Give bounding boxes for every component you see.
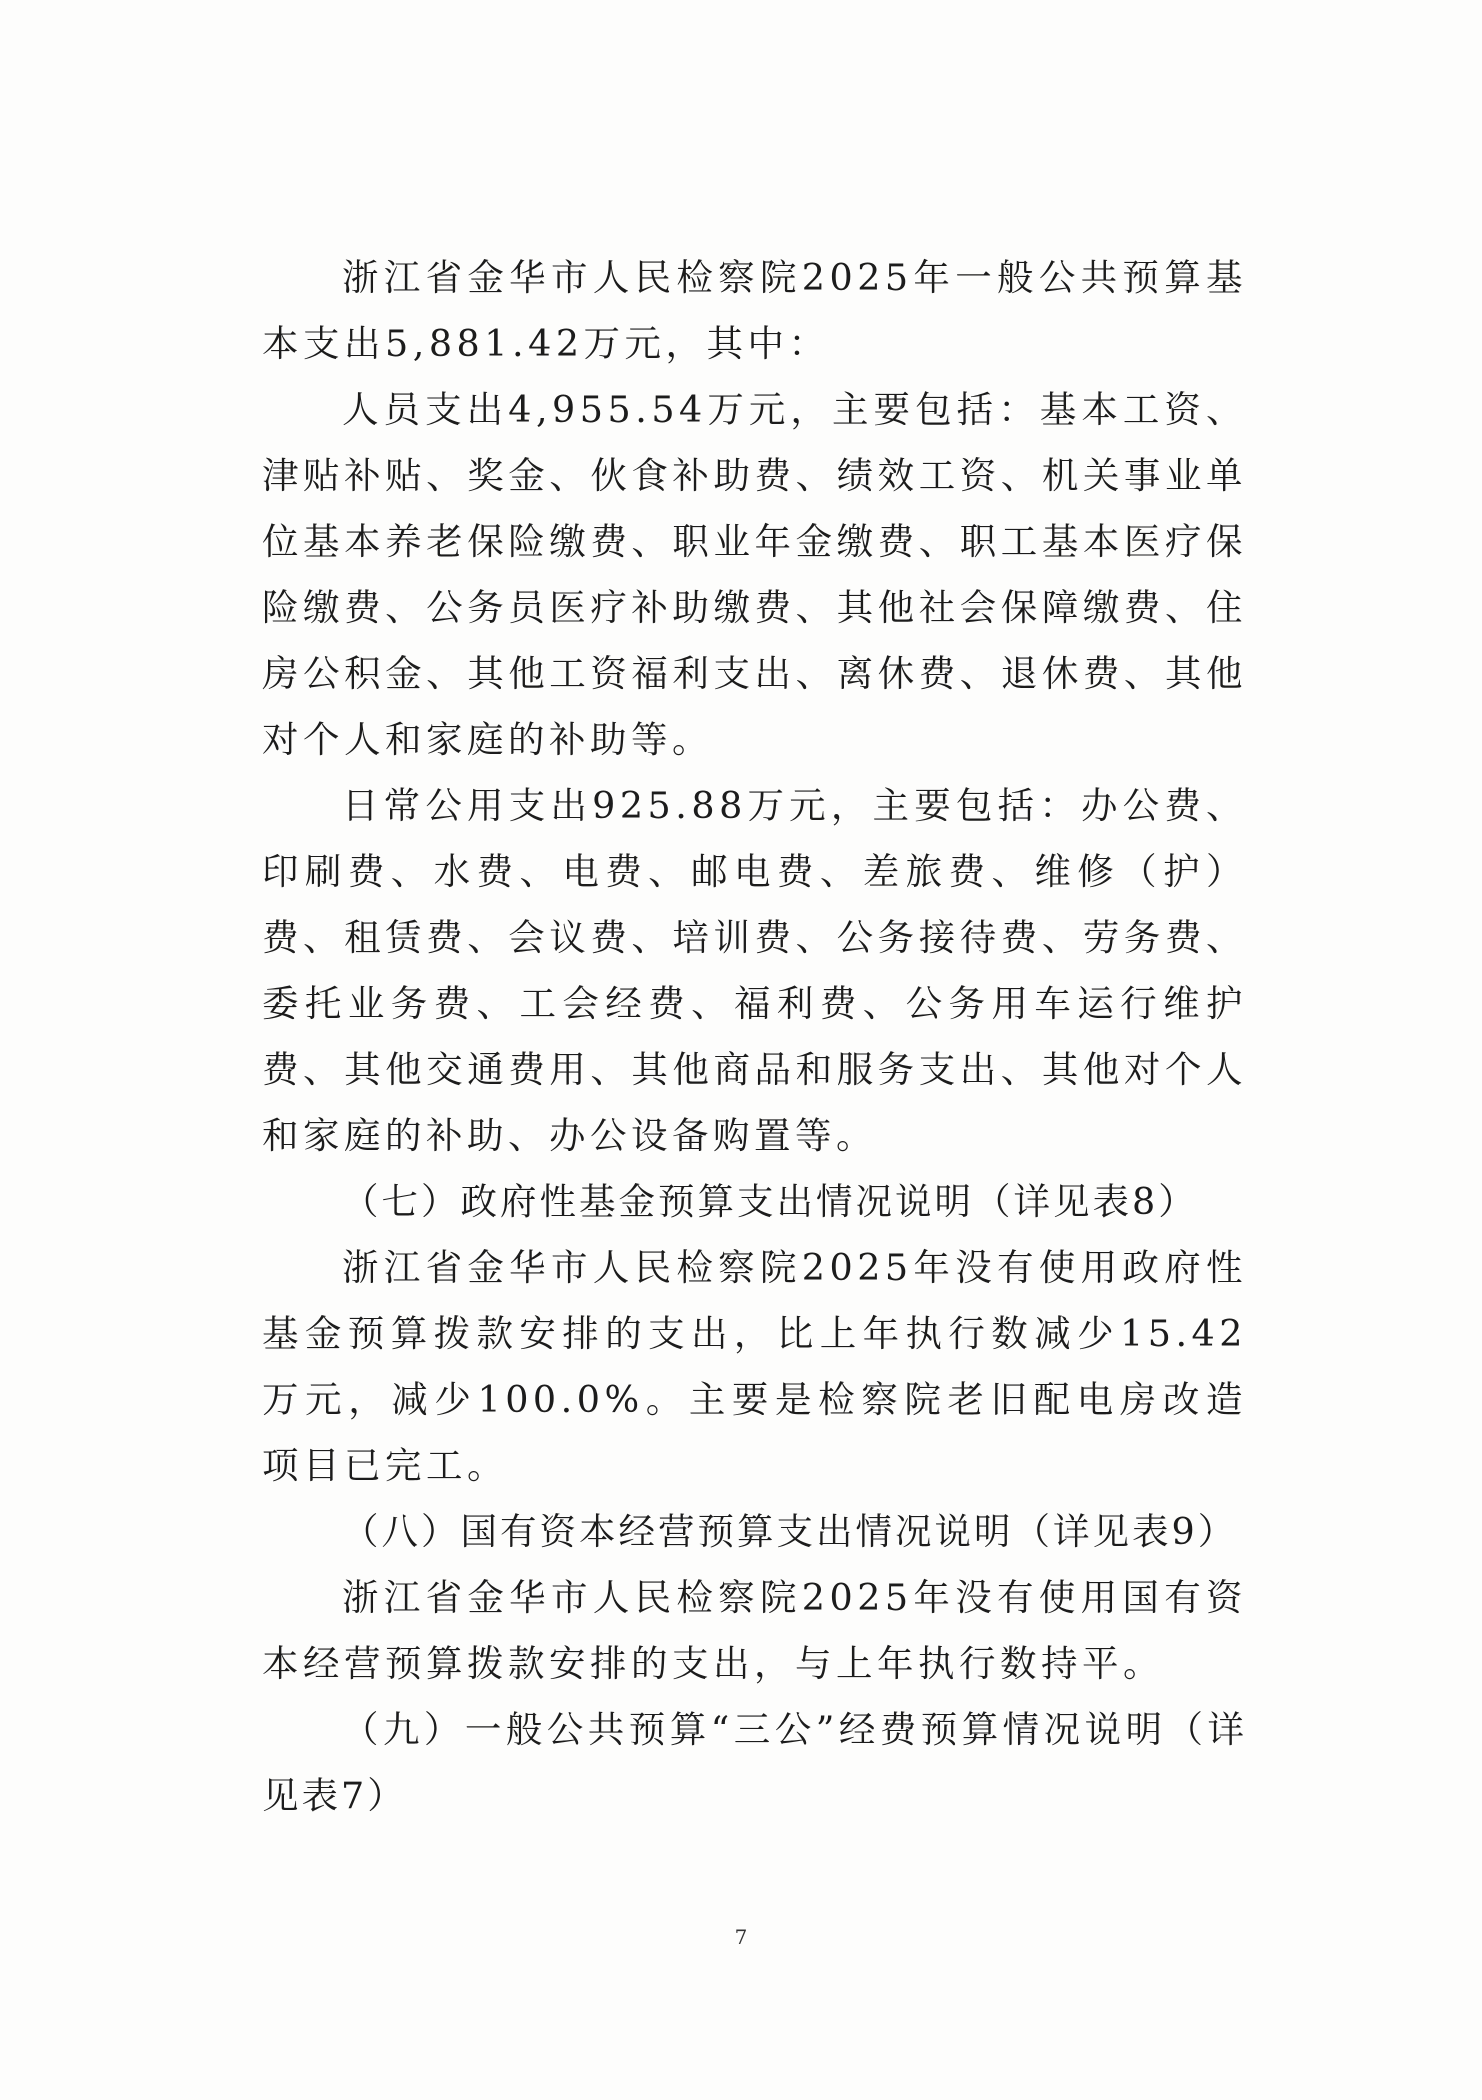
section-heading-three-public: （九）一般公共预算“三公”经费预算情况说明（详见表7） [262, 1708, 1247, 1817]
paragraph-basic-expenditure: 浙江省金华市人民检察院2025年一般公共预算基本支出5,881.42万元，其中： [262, 256, 1247, 365]
section-heading-state-capital: （八）国有资本经营预算支出情况说明（详见表9） [342, 1510, 1238, 1553]
paragraph-government-fund: 浙江省金华市人民检察院2025年没有使用政府性基金预算拨款安排的支出，比上年执行数减少15.42万元，减少100.0%。主要是检察院老旧配电房改造项目已完工。 [262, 1246, 1247, 1487]
paragraph-personnel-expenditure: 人员支出4,955.54万元，主要包括：基本工资、津贴补贴、奖金、伙食补助费、绩效工资、机关事业单位基本养老保险缴费、职业年金缴费、职工基本医疗保险缴费、公务员医疗补助缴费、其他社会保障缴费、住房公积金、其他工资福利支出、离休费、退休费、其他对个人和家庭的补助等。 [262, 388, 1247, 761]
paragraph-public-expenditure: 日常公用支出925.88万元，主要包括：办公费、印刷费、水费、电费、邮电费、差旅费、维修（护）费、租赁费、会议费、培训费、公务接待费、劳务费、委托业务费、工会经费、福利费、公务用车运行维护费、其他交通费用、其他商品和服务支出、其他对个人和家庭的补助、办公设备购置等。 [262, 784, 1247, 1157]
document-body [262, 245, 1247, 1829]
section-heading-government-fund: （七）政府性基金预算支出情况说明（详见表8） [342, 1180, 1198, 1223]
page-number: 7 [734, 1925, 748, 1949]
paragraph-state-capital: 浙江省金华市人民检察院2025年没有使用国有资本经营预算拨款安排的支出，与上年执行数持平。 [262, 1576, 1247, 1685]
